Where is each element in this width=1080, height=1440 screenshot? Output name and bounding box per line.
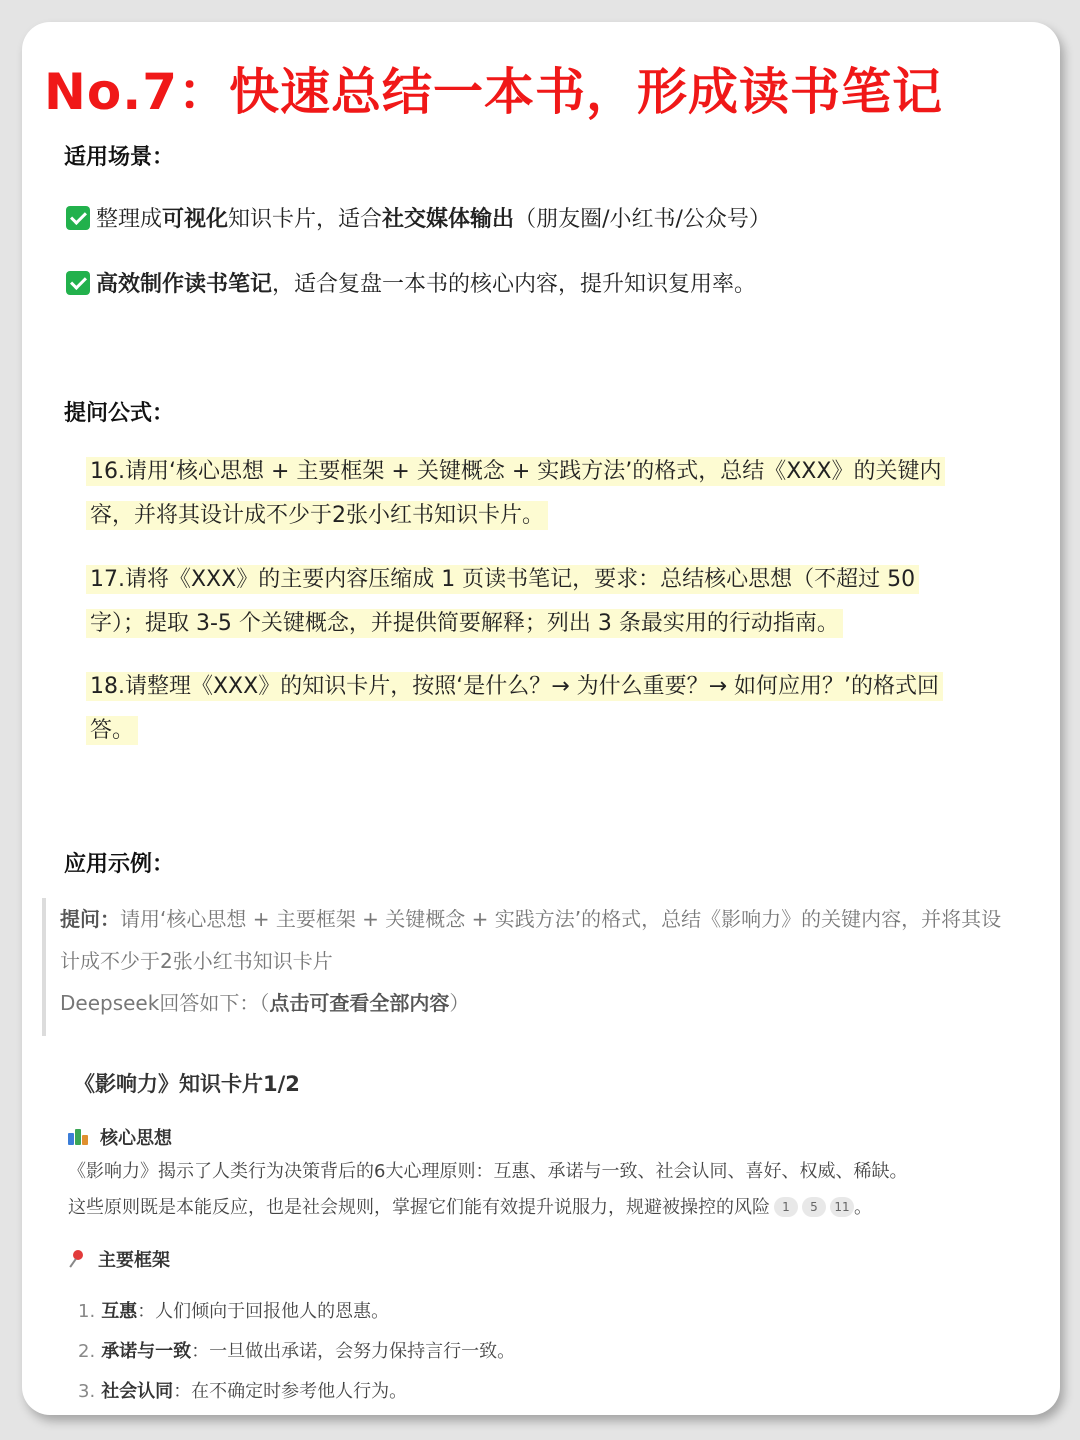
example-question: 提问：请用‘核心思想 + 主要框架 + 关键概念 + 实践方法’的格式，总结《影响力》的关键内容，并将其设计成不少于2张小红书知识卡片 — [60, 907, 1002, 973]
core-heading: 核心思想 — [68, 1124, 172, 1150]
example-heading: 应用示例： — [64, 852, 175, 877]
formula-heading: 提问公式： — [64, 401, 175, 426]
core-paragraph: 《影响力》揭示了人类行为决策背后的6大心理原则：互惠、承诺与一致、社会认同、喜好、权威、稀缺。 这些原则既是本能反应，也是社会规则，掌握它们能有效提升说服力，规避被操控的风险 1 5 11 。 — [68, 1161, 908, 1218]
scenario-item-2: 高效制作读书笔记 ，适合复盘一本书的核心内容，提升知识复用率。 — [66, 267, 756, 298]
list-item: 2. 承诺与一致：一旦做出承诺，会努力保持言行一致。 — [78, 1341, 516, 1362]
scenario-heading: 适用场景： — [64, 145, 175, 170]
prompt-16: 16.请用‘核心思想 + 主要框架 + 关键概念 + 实践方法’的格式，总结《XXX》的关键内容，并将其设计成不少于2张小红书知识卡片。 — [86, 450, 966, 538]
list-item: 3. 社会认同：在不确定时参考他人行为。 — [78, 1381, 408, 1402]
check-icon — [66, 271, 90, 295]
note-card — [22, 22, 1060, 1415]
framework-heading: 主要框架 — [68, 1246, 170, 1272]
pin-icon — [68, 1250, 86, 1268]
card-title: 《影响力》知识卡片1/2 — [74, 1072, 300, 1096]
citation-badge[interactable]: 1 — [774, 1197, 798, 1217]
scenario-item-1: 整理成 可视化 知识卡片，适合 社交媒体输出 （朋友圈/小红书/公众号） — [66, 202, 771, 233]
example-quote — [42, 898, 1020, 1036]
citation-badge[interactable]: 5 — [802, 1197, 826, 1217]
check-icon — [66, 206, 90, 230]
prompt-18: 18.请整理《XXX》的知识卡片，按照‘是什么？→ 为什么重要？→ 如何应用？’的格式回答。 — [86, 665, 966, 753]
citation-badge[interactable]: 11 — [830, 1197, 854, 1217]
list-item: 1. 互惠：人们倾向于回报他人的恩惠。 — [78, 1301, 390, 1322]
prompt-17: 17.请将《XXX》的主要内容压缩成 1 页读书笔记，要求：总结核心思想（不超过 50 字）；提取 3-5 个关键概念，并提供简要解释；列出 3 条最实用的行动指南。 — [86, 558, 966, 646]
page-title: No.7：快速总结一本书，形成读书笔记 — [44, 63, 943, 121]
example-answer: Deepseek回答如下：（点击可查看全部内容） — [60, 991, 470, 1015]
view-all-link[interactable]: 点击可查看全部内容 — [269, 991, 450, 1015]
books-icon — [68, 1129, 90, 1145]
